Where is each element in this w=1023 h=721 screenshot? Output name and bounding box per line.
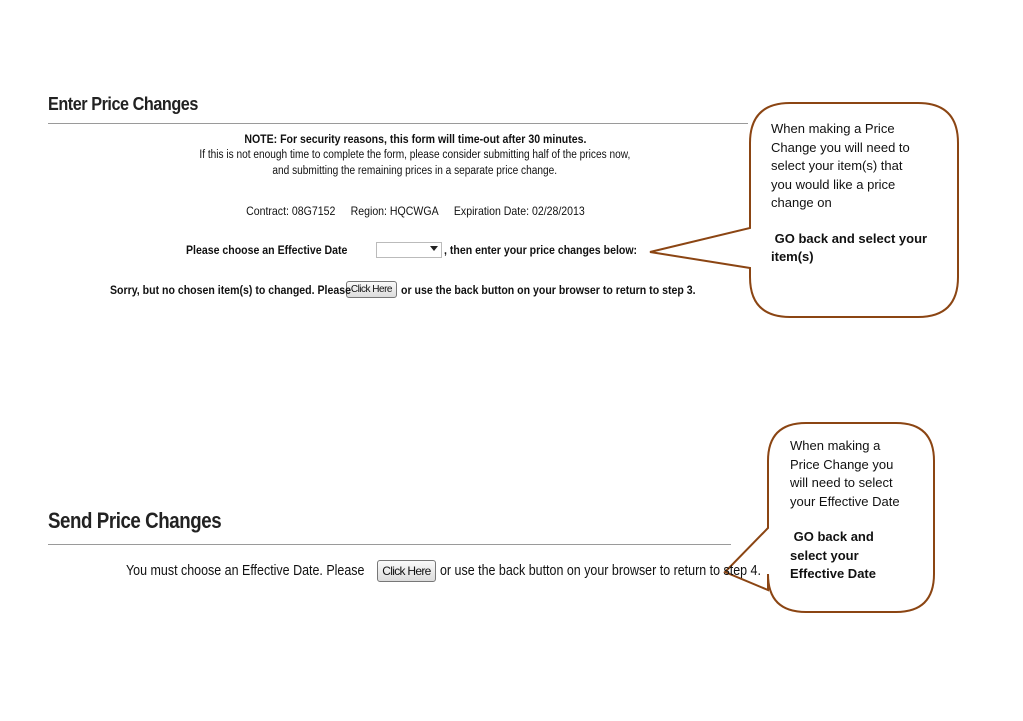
contract-number: Contract: 08G7152 [245, 204, 335, 218]
callout-date-help: When making a Price Change you will need to select your Effective Date GO back and select your Effective Date [790, 438, 900, 581]
region: Region: HQCWGA [350, 204, 439, 218]
chevron-down-icon [430, 246, 438, 251]
section-divider [48, 123, 748, 124]
click-here-button-step3[interactable]: Click Here [346, 281, 397, 298]
effective-date-select[interactable] [376, 242, 442, 258]
effective-date-row [186, 242, 663, 258]
missing-date-message: You must choose an Effective Date. Please Click Here or use the back button on your browser to return to step 4. [126, 560, 813, 582]
section-divider [48, 544, 731, 545]
note-line-3: and submitting the remaining prices in a separate price change. [272, 165, 558, 177]
effective-date-label: Please choose an Effective Date [186, 243, 348, 257]
expiration-date: Expiration Date: 02/28/2013 [453, 204, 585, 218]
note-line-2: If this is not enough time to complete the form, please consider submitting half of the prices now, [199, 149, 631, 161]
no-items-message: Sorry, but no chosen item(s) to changed. Please Click Here or use the back button on your browser to return to step 3. [110, 282, 696, 297]
security-note: NOTE: For security reasons, this form will time-out after 30 minutes. [243, 132, 587, 146]
send-price-changes-title: Send Price Changes [48, 508, 222, 533]
click-here-button-step4[interactable]: Click Here [377, 560, 435, 582]
callout-items-help: When making a Price Change you will need to select your item(s) that you would like a price change on GO back and select your item(s) [771, 121, 928, 264]
contract-info [100, 204, 730, 218]
enter-price-changes-title: Enter Price Changes [48, 94, 198, 114]
effective-date-instruction: , then enter your price changes below: [444, 243, 638, 257]
